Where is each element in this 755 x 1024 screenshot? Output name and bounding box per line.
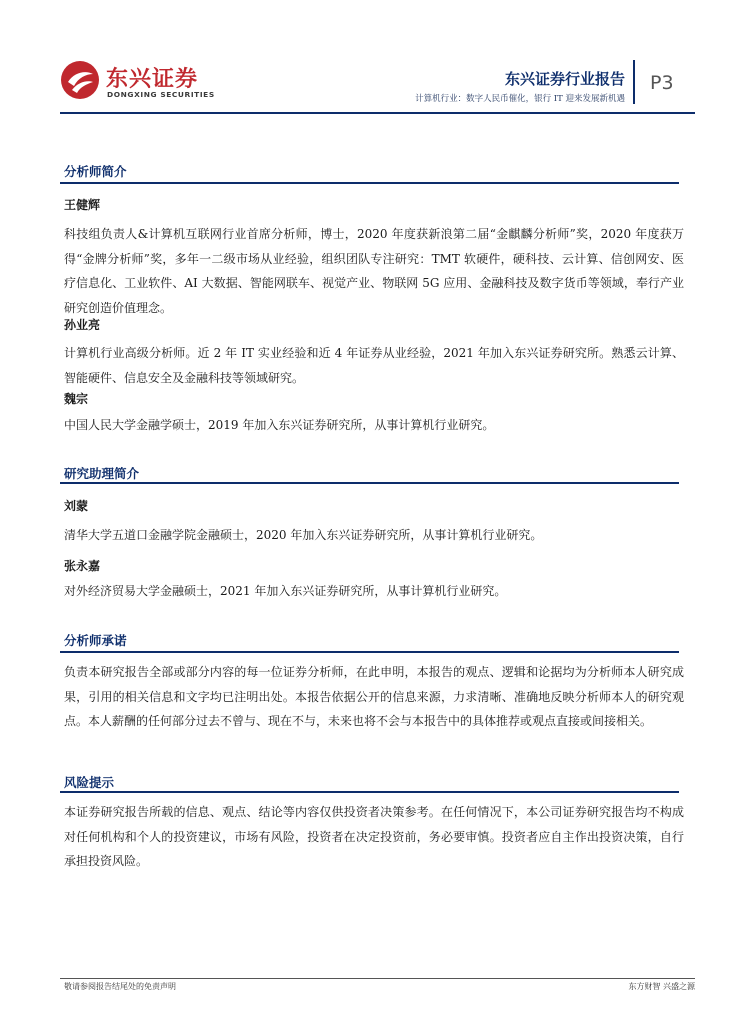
footer-disclaimer: 敬请参阅报告结尾处的免责声明 (64, 982, 176, 991)
section-rule (60, 791, 679, 793)
commitment-text: 负责本研究报告全部或部分内容的每一位证券分析师，在此申明，本报告的观点、逻辑和论据均为分析师本人研究成果，引用的相关信息和文字均已注明出处。本报告依据公开的信息来源，力求清晰、准确地反映分析师本人的研究观点。本人薪酬的任何部分过去不曾与、现在不与，未来也将不会与本报告中的具体推荐或观点直接或间接相关。 (64, 665, 684, 728)
footer-slogan: 东方财智 兴盛之源 (628, 982, 695, 991)
assistant-name: 刘蒙 (64, 499, 89, 513)
assistant-name: 张永嘉 (64, 559, 101, 573)
logo-english-name: DONGXING SECURITIES (107, 90, 215, 99)
company-logo (60, 60, 260, 106)
assistant-bio: 对外经济贸易大学金融硕士，2021 年加入东兴证券研究所，从事计算机行业研究。 (64, 584, 507, 598)
page-header (60, 58, 695, 110)
analyst-name: 魏宗 (64, 392, 89, 406)
analyst-bio: 中国人民大学金融学硕士，2019 年加入东兴证券研究所，从事计算机行业研究。 (64, 418, 495, 432)
section-rule (60, 182, 679, 184)
section-title-assistant-intro: 研究助理简介 (64, 466, 140, 481)
report-title: 东兴证券行业报告 (504, 70, 625, 88)
section-title-analyst-intro: 分析师简介 (64, 164, 127, 179)
analyst-name: 孙业亮 (64, 318, 101, 332)
risk-text: 本证券研究报告所载的信息、观点、结论等内容仅供投资者决策参考。在任何情况下，本公司证券研究报告均不构成对任何机构和个人的投资建议，市场有风险，投资者在决定投资前，务必要审慎。投资者应自主作出投资决策，自行承担投资风险。 (64, 805, 684, 868)
analyst-bio: 计算机行业高级分析师。近 2 年 IT 实业经验和近 4 年证券从业经验，2021 年加入东兴证券研究所。熟悉云计算、智能硬件、信息安全及金融科技等领域研究。 (64, 346, 684, 385)
analyst-bio: 科技组负责人&计算机互联网行业首席分析师，博士，2020 年度获新浪第二届“金麒麟分析师”奖，2020 年度获万得“金牌分析师”奖，多年一二级市场从业经验，组织团队专注研究：TMT 软硬件，硬科技、云计算、信创网安、医疗信息化、工业软件、AI 大数据、智能网联车、视觉产业、物联网 5G 应用、金融科技及数字货币等领域，奉行产业研究创造价值理念。 (64, 227, 684, 315)
dongxing-logo-icon (60, 60, 100, 100)
report-subtitle: 计算机行业：数字人民币催化，银行 IT 迎来发展新机遇 (415, 94, 625, 104)
logo-chinese-name: 东兴证券 (106, 67, 199, 92)
analyst-name: 王健辉 (64, 198, 101, 212)
section-title-commitment: 分析师承诺 (64, 633, 127, 648)
header-rule (60, 112, 695, 114)
section-title-risk: 风险提示 (64, 775, 115, 790)
section-rule (60, 482, 679, 484)
footer-rule (60, 978, 695, 979)
page-number: P3 (650, 72, 674, 94)
header-divider (633, 60, 635, 104)
assistant-bio: 清华大学五道口金融学院金融硕士，2020 年加入东兴证券研究所，从事计算机行业研究。 (64, 528, 543, 542)
section-rule (60, 651, 679, 653)
